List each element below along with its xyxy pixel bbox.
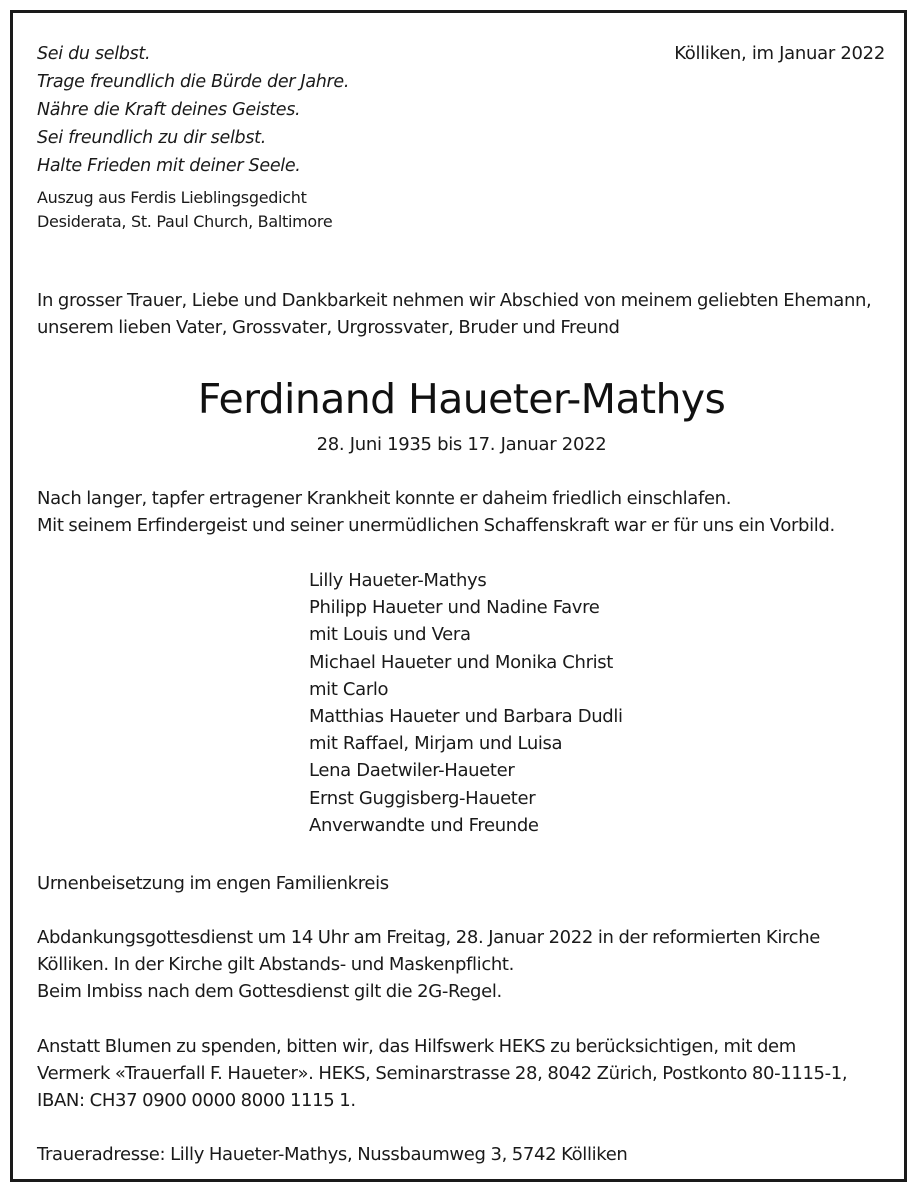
mourner: mit Carlo	[309, 678, 389, 700]
mourner: Lena Daetwiler-Haueter	[309, 760, 515, 782]
tribute-line: Mit seinem Erfindergeist und seiner unermüdlichen Schaffenskraft war er für uns ein Vorbild.	[37, 515, 835, 536]
service-line: Kölliken. In der Kirche gilt Abstands- und Maskenpflicht.	[37, 954, 515, 975]
poem	[37, 40, 349, 180]
donation-info	[37, 1033, 847, 1114]
intro-line: unserem lieben Vater, Grossvater, Urgrossvater, Bruder und Freund	[37, 317, 620, 338]
mourner: Lilly Haueter-Mathys	[309, 570, 487, 591]
intro-text	[37, 287, 871, 341]
donation-line: Vermerk «Trauerfall F. Haueter». HEKS, Seminarstrasse 28, 8042 Zürich, Postkonto 80-1115-1,	[37, 1063, 848, 1084]
mourner: Michael Haueter und Monika Christ	[309, 651, 614, 673]
poem-source	[37, 186, 332, 234]
mourner: mit Raffael, Mirjam und Luisa	[309, 733, 563, 755]
poem-line: Nähre die Kraft deines Geistes.	[37, 100, 301, 120]
mourners-list	[309, 567, 623, 839]
mourner: Ernst Guggisberg-Haueter	[309, 787, 536, 809]
service-info	[37, 924, 820, 1005]
mourner: mit Louis und Vera	[309, 624, 471, 646]
service-line: Abdankungsgottesdienst um 14 Uhr am Freitag, 28. Januar 2022 in der reformierten Kirche	[37, 927, 820, 948]
donation-line: IBAN: CH37 0900 0000 8000 1115 1.	[37, 1090, 356, 1111]
place-date: Kölliken, im Januar 2022	[674, 43, 885, 64]
poem-line: Halte Frieden mit deiner Seele.	[37, 156, 301, 176]
mourner: Matthias Haueter und Barbara Dudli	[309, 705, 623, 727]
mourner: Anverwandte und Freunde	[309, 814, 539, 836]
donation-line: Anstatt Blumen zu spenden, bitten wir, das Hilfswerk HEKS zu berücksichtigen, mit dem	[37, 1036, 796, 1057]
poem-line: Sei du selbst.	[37, 44, 151, 64]
poem-line: Trage freundlich die Bürde der Jahre.	[37, 72, 350, 92]
mourning-address: Traueradresse: Lilly Haueter-Mathys, Nussbaumweg 3, 5742 Kölliken	[37, 1144, 628, 1165]
service-line: Beim Imbiss nach dem Gottesdienst gilt die 2G-Regel.	[37, 981, 502, 1002]
poem-source-line: Auszug aus Ferdis Lieblingsgedicht	[37, 188, 307, 207]
poem-line: Sei freundlich zu dir selbst.	[37, 128, 266, 148]
intro-line: In grosser Trauer, Liebe und Dankbarkeit nehmen wir Abschied von meinem geliebten Ehemann,	[37, 290, 872, 311]
mourner: Philipp Haueter und Nadine Favre	[309, 597, 600, 619]
life-dates: 28. Juni 1935 bis 17. Januar 2022	[316, 434, 607, 455]
tribute-text	[37, 485, 835, 539]
deceased-name: Ferdinand Haueter-Mathys	[197, 375, 726, 423]
burial-note: Urnenbeisetzung im engen Familienkreis	[37, 873, 389, 894]
poem-source-line: Desiderata, St. Paul Church, Baltimore	[37, 212, 333, 231]
tribute-line: Nach langer, tapfer ertragener Krankheit konnte er daheim friedlich einschlafen.	[37, 488, 732, 509]
